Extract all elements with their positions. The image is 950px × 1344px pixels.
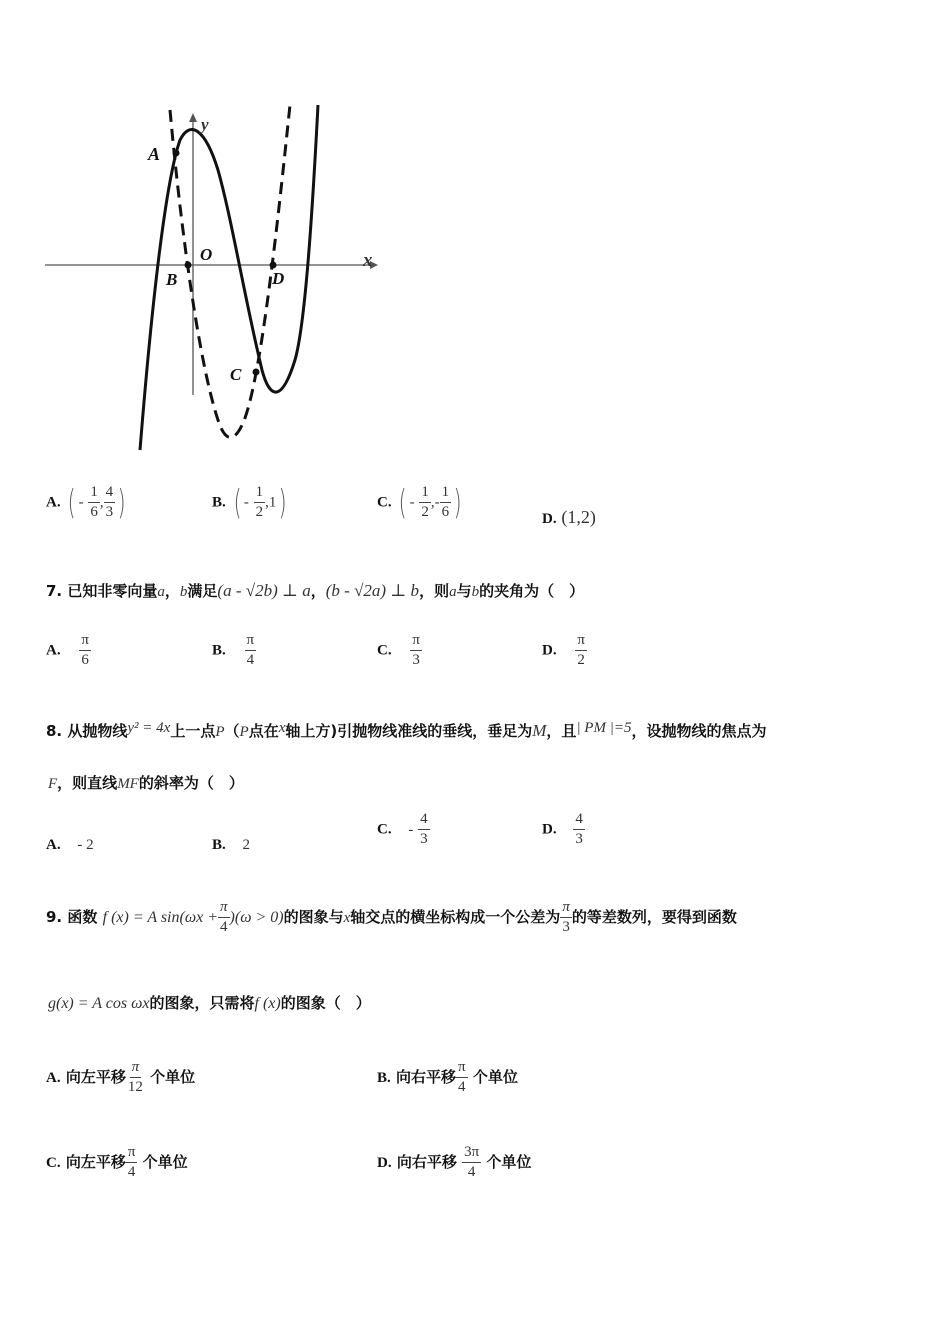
fraction: $\frac{4}{3}$ xyxy=(105,484,114,520)
q6-option-a[interactable]: A. ( - $\frac{1}{6}$ , $\frac{4}{3}$ ) xyxy=(46,482,126,523)
q7-option-d[interactable] xyxy=(542,633,587,668)
fraction: $\frac{\pi}{3}$ xyxy=(562,899,570,935)
option-text: (1,2) xyxy=(561,507,596,527)
fraction: $\frac{\pi}{4}$ xyxy=(458,1059,466,1095)
q9-stem-line2: g(x) = A cos ωx的图象，只需将f (x)的图象（ ） xyxy=(48,994,371,1012)
fraction: $\frac{3\pi}{4}$ xyxy=(464,1144,480,1180)
fraction: $\frac{\pi}{4}$ xyxy=(246,632,255,668)
right-paren: ) xyxy=(278,482,287,523)
fraction: $\frac{1}{6}$ xyxy=(90,484,98,520)
option-text: 向左平移 xyxy=(65,1153,126,1171)
left-paren: ( xyxy=(233,482,242,523)
q9-option-b[interactable] xyxy=(377,1060,518,1095)
option-letter: C. xyxy=(377,821,392,838)
label-b: B xyxy=(166,270,178,289)
q8-option-d[interactable] xyxy=(542,812,585,847)
right-paren: ) xyxy=(117,482,126,523)
option-letter: A. xyxy=(46,1070,61,1086)
point-a xyxy=(173,150,180,157)
option-letter: A. xyxy=(46,494,61,511)
fraction: $\frac{\pi}{12}$ xyxy=(127,1059,143,1095)
q9-stem-line1: 9. 函数 f (x) = A sin(ωx + $\frac{\pi}{4}$ )(ω > 0)的图象与x轴交点的横坐标构成一个公差为 $\frac{\pi}{3}$ 的等差数列，要得到函数 xyxy=(46,899,737,935)
option-text: 向右平移 xyxy=(396,1068,457,1086)
option-letter: A. xyxy=(46,642,61,659)
minus-sign: - xyxy=(408,821,414,838)
option-text: 向左平移 xyxy=(65,1068,126,1086)
q8-stem-line1: 8. 从抛物线y² = 4x上一点P（P点在x轴上方)引抛物线准线的垂线，垂足为M，且| PM |=5，设抛物线的焦点为 xyxy=(46,720,767,740)
q7-option-c[interactable] xyxy=(377,633,422,668)
fraction: $\frac{4}{3}$ xyxy=(420,811,428,847)
left-paren: ( xyxy=(68,482,76,523)
label-c: C xyxy=(230,365,242,384)
point-b xyxy=(185,262,192,269)
option-letter: B. xyxy=(377,1070,391,1086)
q8-option-c[interactable] xyxy=(377,812,430,847)
q8-stem-line2: F，则直线MF的斜率为（ ） xyxy=(48,774,244,792)
q6-option-d[interactable] xyxy=(542,507,596,528)
option-letter: A. xyxy=(46,837,61,853)
option-letter: D. xyxy=(542,821,557,838)
q7-option-a[interactable] xyxy=(46,633,91,668)
point-c xyxy=(253,369,260,376)
option-letter: B. xyxy=(212,837,226,853)
y-axis-arrow xyxy=(189,113,197,122)
option-letter: B. xyxy=(212,494,226,511)
option-letter: D. xyxy=(542,642,557,659)
fraction: $\frac{\pi}{4}$ xyxy=(220,899,228,935)
option-text: 2 xyxy=(242,837,251,853)
option-letter: C. xyxy=(377,642,392,659)
fraction: $\frac{\pi}{4}$ xyxy=(127,1144,136,1180)
q9-option-d[interactable] xyxy=(377,1145,531,1180)
q9-option-a[interactable] xyxy=(46,1060,195,1095)
fraction: $\frac{1}{6}$ xyxy=(441,484,450,520)
point-d xyxy=(270,262,277,269)
fraction: $\frac{\pi}{3}$ xyxy=(412,632,420,668)
label-o: O xyxy=(200,245,213,264)
option-letter: B. xyxy=(212,642,226,659)
fraction: $\frac{4}{3}$ xyxy=(575,811,583,847)
fraction: $\frac{\pi}{6}$ xyxy=(81,632,89,668)
option-text: - 2 xyxy=(77,837,94,853)
option-letter: D. xyxy=(542,511,557,527)
label-x: x xyxy=(363,250,373,271)
q8-option-b[interactable] xyxy=(212,835,250,854)
option-letter: C. xyxy=(377,494,392,511)
option-text: 个单位 xyxy=(150,1068,196,1086)
label-y: y xyxy=(201,115,209,134)
fraction: $\frac{\pi}{2}$ xyxy=(577,632,585,668)
option-text: 个单位 xyxy=(472,1068,518,1086)
q6-option-b[interactable]: B. ( - $\frac{1}{2}$ ,1) xyxy=(212,482,287,523)
option-text: 个单位 xyxy=(486,1153,532,1171)
label-d: D xyxy=(272,269,285,288)
option-text: 个单位 xyxy=(142,1153,188,1171)
left-paren: ( xyxy=(399,482,407,523)
q7-option-b[interactable] xyxy=(212,633,256,668)
label-a: A xyxy=(148,144,161,164)
option-letter: D. xyxy=(377,1155,392,1171)
option-letter: C. xyxy=(46,1155,61,1171)
fraction: $\frac{1}{2}$ xyxy=(421,484,429,520)
q8-option-a[interactable] xyxy=(46,835,94,854)
right-paren: ) xyxy=(453,482,462,523)
q6-option-c[interactable]: C. ( - $\frac{1}{2}$ ,- $\frac{1}{6}$ ) xyxy=(377,482,462,523)
function-graph-figure xyxy=(40,100,390,460)
option-text: 向右平移 xyxy=(396,1153,457,1171)
tail-text: ,1 xyxy=(265,494,277,511)
fraction: $\frac{1}{2}$ xyxy=(255,484,264,520)
q7-stem: 7. 已知非零向量a，b满足(a - √2b) ⊥ a，(b - √2a) ⊥ b，则a与b的夹角为（ ） xyxy=(46,581,585,600)
q9-option-c[interactable] xyxy=(46,1145,188,1180)
